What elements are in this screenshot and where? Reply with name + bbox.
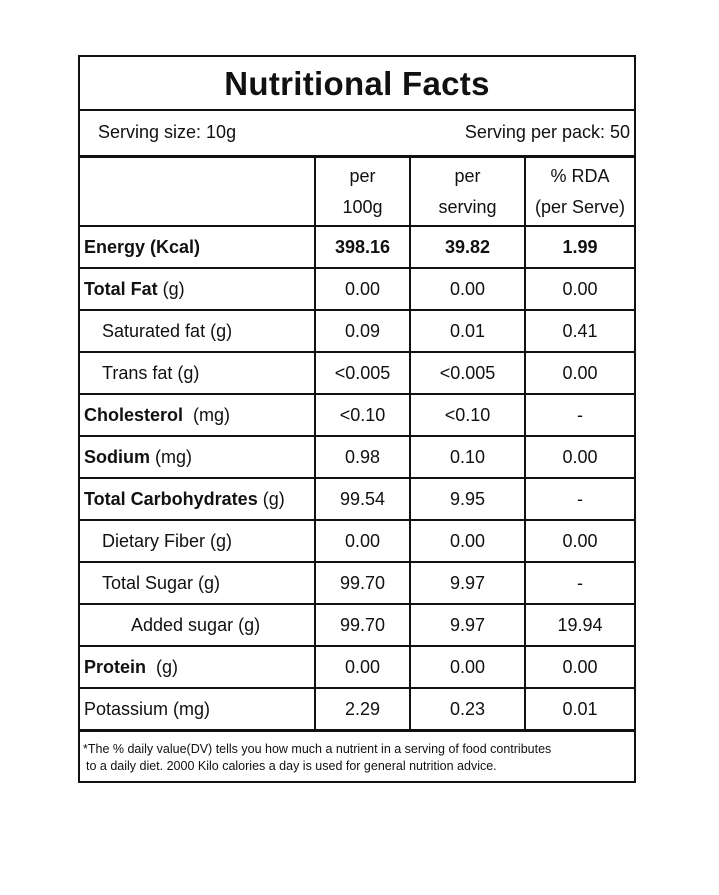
value-per-100g: 99.70 — [315, 604, 410, 646]
value-per-100g: 398.16 — [315, 226, 410, 268]
value-per-serving: 0.23 — [410, 688, 525, 730]
value-rda: 0.00 — [525, 646, 634, 688]
value-per-serving: 39.82 — [410, 226, 525, 268]
nutrient-name: Cholesterol — [84, 404, 184, 425]
value-rda: 0.00 — [525, 520, 634, 562]
value-per-100g: <0.005 — [315, 352, 410, 394]
table-row-total-carbohydrates — [80, 478, 634, 520]
value-rda: 19.94 — [525, 604, 634, 646]
nutrient-name-cell — [80, 436, 315, 478]
value-per-serving: <0.005 — [410, 352, 525, 394]
value-per-serving: 0.00 — [410, 268, 525, 310]
value-rda: - — [525, 562, 634, 604]
nutrient-unit: (mg) — [150, 446, 192, 467]
value-per-serving: 0.00 — [410, 646, 525, 688]
nutrient-name: Potassium (mg) — [80, 688, 315, 730]
nutrient-name: Dietary Fiber (g) — [80, 520, 315, 562]
value-per-serving: 0.01 — [410, 310, 525, 352]
value-rda: 1.99 — [525, 226, 634, 268]
nutrient-name: Total Fat — [84, 278, 158, 299]
serving-size: Serving size: 10g — [98, 122, 237, 142]
value-per-100g: 0.00 — [315, 520, 410, 562]
serving-info-row — [80, 109, 634, 158]
nutrient-name-cell — [80, 268, 315, 310]
value-per-100g: 0.09 — [315, 310, 410, 352]
footnote-line-2: to a daily diet. 2000 Kilo calories a day is used for general nutrition advice. — [86, 759, 497, 773]
value-rda: - — [525, 478, 634, 520]
table-row-potassium — [80, 688, 634, 730]
nutrient-name: Total Sugar (g) — [80, 562, 315, 604]
table-row-cholesterol — [80, 394, 634, 436]
table-row-dietary-fiber — [80, 520, 634, 562]
value-rda: 0.00 — [525, 268, 634, 310]
nutrient-name-cell — [80, 646, 315, 688]
value-rda: 0.01 — [525, 688, 634, 730]
value-per-100g: 0.00 — [315, 646, 410, 688]
header-rda: % RDA (per Serve) — [525, 158, 634, 226]
footnote-line-1: *The % daily value(DV) tells you how much a nutrient in a serving of food contributes — [83, 742, 552, 756]
value-rda: 0.00 — [525, 352, 634, 394]
footnote — [80, 730, 634, 781]
label-title: Nutritional Facts — [80, 57, 634, 111]
nutrition-facts-label — [78, 55, 636, 783]
nutrient-unit: (mg) — [183, 404, 231, 425]
value-per-100g: <0.10 — [315, 394, 410, 436]
value-rda: 0.00 — [525, 436, 634, 478]
value-rda: 0.41 — [525, 310, 634, 352]
table-row-total-sugar — [80, 562, 634, 604]
nutrient-unit: (g) — [146, 656, 179, 677]
value-per-100g: 99.54 — [315, 478, 410, 520]
table-header-row — [80, 158, 634, 226]
value-per-serving: 9.95 — [410, 478, 525, 520]
table-row-total-fat — [80, 268, 634, 310]
nutrient-unit: (g) — [157, 278, 185, 299]
value-per-100g: 99.70 — [315, 562, 410, 604]
header-per-serving: per serving — [410, 158, 525, 226]
value-per-serving: <0.10 — [410, 394, 525, 436]
table-row-energy — [80, 226, 634, 268]
nutrient-name: Total Carbohydrates — [84, 488, 258, 509]
nutrient-name: Sodium — [84, 446, 150, 467]
value-per-serving: 9.97 — [410, 562, 525, 604]
header-nutrient-blank — [80, 158, 315, 226]
table-row-trans-fat — [80, 352, 634, 394]
nutrient-name: Protein — [84, 656, 147, 677]
table-row-protein — [80, 646, 634, 688]
value-per-serving: 0.00 — [410, 520, 525, 562]
nutrient-name: Energy (Kcal) — [80, 226, 315, 268]
nutrient-name: Saturated fat (g) — [80, 310, 315, 352]
table-row-saturated-fat — [80, 310, 634, 352]
table-row-added-sugar — [80, 604, 634, 646]
value-per-100g: 0.98 — [315, 436, 410, 478]
nutrient-name-cell — [80, 478, 315, 520]
nutrient-name: Trans fat (g) — [80, 352, 315, 394]
value-per-serving: 0.10 — [410, 436, 525, 478]
value-per-100g: 0.00 — [315, 268, 410, 310]
header-per-100g: per 100g — [315, 158, 410, 226]
nutrient-table — [80, 158, 634, 731]
value-per-serving: 9.97 — [410, 604, 525, 646]
nutrient-name-cell — [80, 394, 315, 436]
servings-per-pack: Serving per pack: 50 — [464, 122, 630, 142]
table-row-sodium — [80, 436, 634, 478]
nutrient-name: Added sugar (g) — [80, 604, 315, 646]
nutrient-unit: (g) — [257, 488, 285, 509]
value-rda: - — [525, 394, 634, 436]
value-per-100g: 2.29 — [315, 688, 410, 730]
